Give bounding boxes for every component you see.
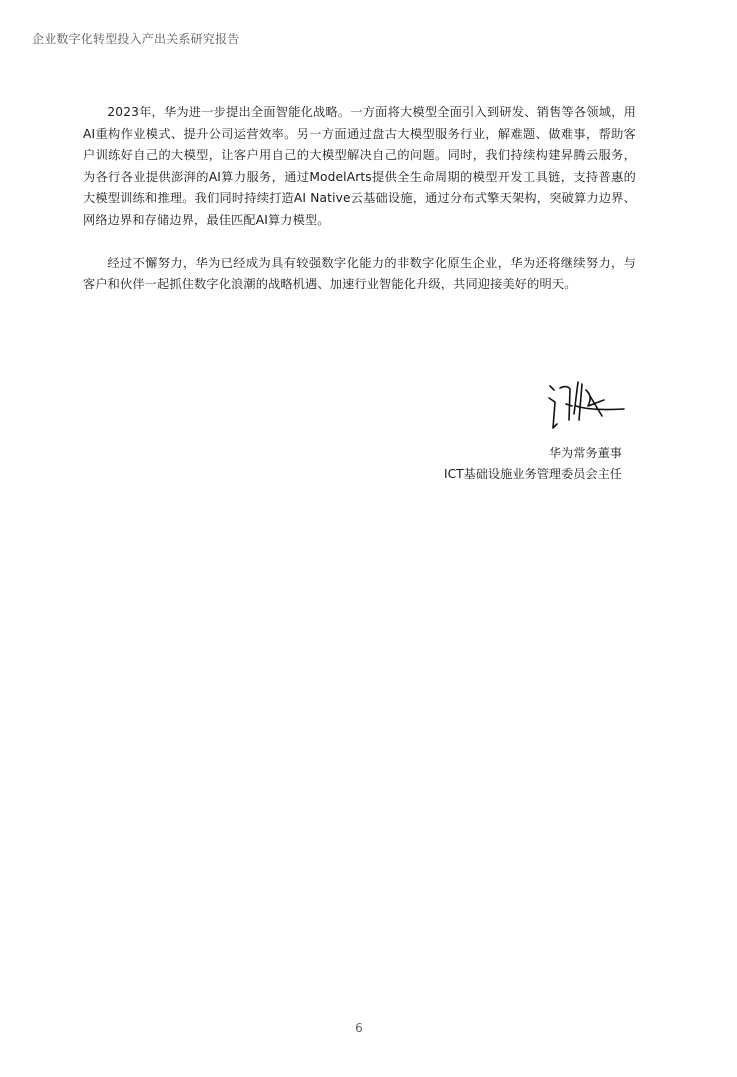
signatory-title: 华为常务董事 (548, 446, 622, 460)
handwritten-signature (546, 376, 628, 432)
page-number: 6 (355, 1021, 363, 1035)
signatory-department: ICT基础设施业务管理委员会主任 (444, 467, 622, 481)
paragraph-1: 2023年，华为进一步提出全面智能化战略。一方面将大模型全面引入到研发、销售等各领域，用AI重构作业模式、提升公司运营效率。另一方面通过盘古大模型服务行业，解难题、做难事，帮助客户训练好自己的大模型，让客户用自己的大模型解决自己的问题。同时，我们持续构建昇腾云服务，为各行各业提供澎湃的AI算力服务，通过ModelArts提供全生命周期的模型开发工具链，支持普惠的大模型训练和推理。我们同时持续打造AI Native云基础设施，通过分布式擎天架构，突破算力边界、网络边界和存储边界，最佳匹配AI算力模型。 (83, 105, 636, 227)
running-header: 企业数字化转型投入产出关系研究报告 (32, 32, 240, 46)
paragraph-2: 经过不懈努力，华为已经成为具有较强数字化能力的非数字化原生企业，华为还将继续努力，与客户和伙伴一起抓住数字化浪潮的战略机遇、加速行业智能化升级，共同迎接美好的明天。 (83, 255, 636, 292)
body-text (83, 102, 636, 317)
